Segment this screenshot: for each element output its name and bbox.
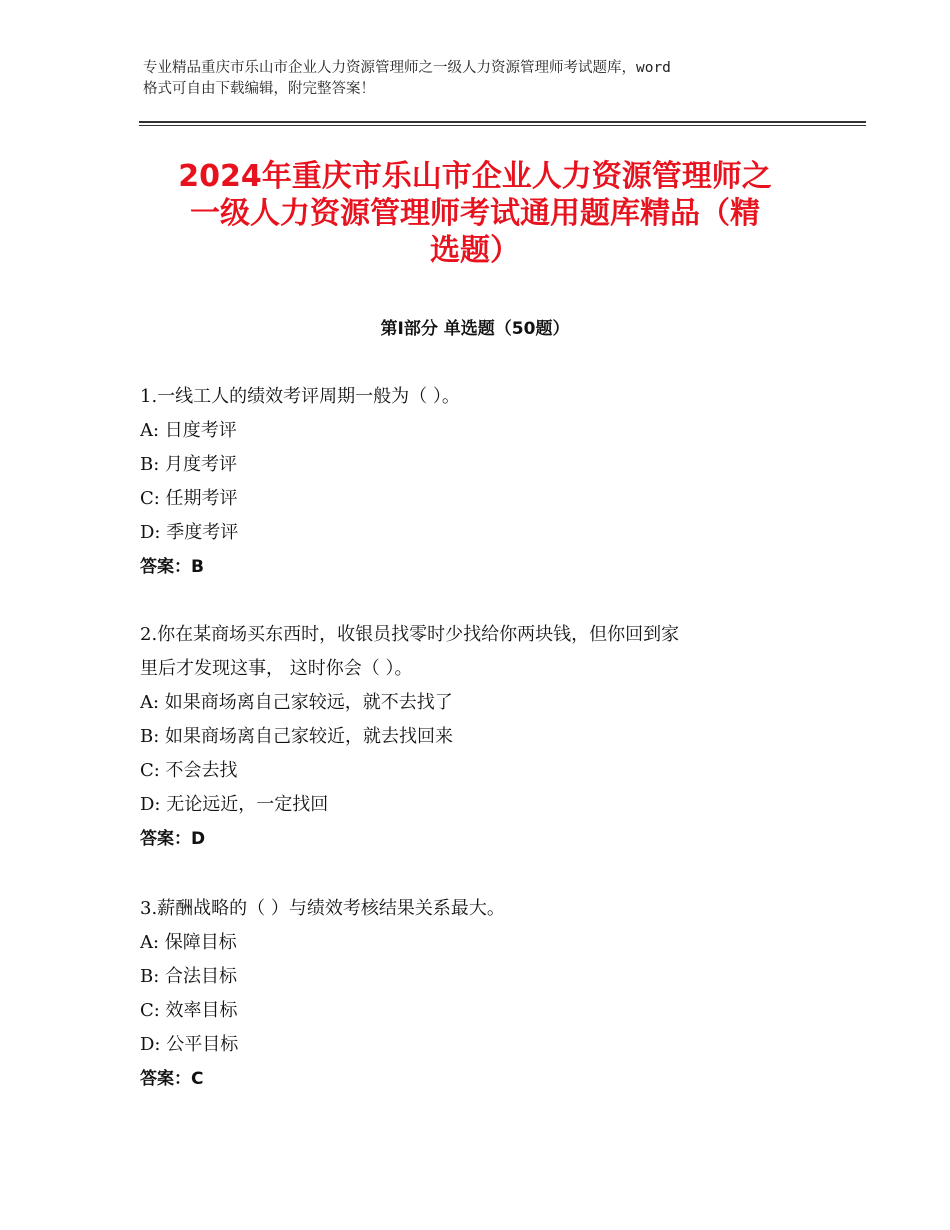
header-note (143, 58, 833, 100)
option-d: D: 无论远近，一定找回 (140, 794, 329, 815)
question-stem: 3.薪酬战略的（ ）与绩效考核结果关系最大。 (140, 898, 505, 919)
option-d: D: 季度考评 (140, 522, 239, 543)
question-stem: 1.一线工人的绩效考评周期一般为（ ）。 (140, 386, 460, 407)
option-b: B: 如果商场离自己家较近，就去找回来 (140, 726, 454, 747)
option-a: A: 如果商场离自己家较远，就不去找了 (140, 692, 453, 713)
header-divider-thin (139, 125, 866, 126)
question-stem: 2.你在某商场买东西时，收银员找零时少找给你两块钱，但你回到家 (140, 624, 680, 645)
document-title (120, 158, 830, 269)
answer-label: 答案：C (140, 1069, 204, 1089)
option-a: A: 日度考评 (140, 420, 237, 441)
option-b: B: 月度考评 (140, 454, 238, 475)
option-c: C: 效率目标 (140, 1000, 238, 1021)
title-line: 选题） (430, 233, 520, 268)
option-b: B: 合法目标 (140, 966, 238, 987)
answer-label: 答案：D (140, 829, 206, 849)
option-c: C: 任期考评 (140, 488, 238, 509)
header-note-line: 格式可自由下载编辑，附完整答案！ (143, 81, 375, 97)
question-1 (140, 380, 820, 584)
question-3 (140, 892, 820, 1096)
header-note-line: 专业精品重庆市乐山市企业人力资源管理师之一级人力资源管理师考试题库，word (143, 60, 671, 76)
title-line: 一级人力资源管理师考试通用题库精品（精 (190, 196, 760, 231)
option-c: C: 不会去找 (140, 760, 238, 781)
question-2 (140, 618, 820, 856)
option-d: D: 公平目标 (140, 1034, 239, 1055)
section-heading: 第Ⅰ部分 单选题（50题） (380, 319, 570, 339)
question-stem-continued: 里后才发现这事， 这时你会（ ）。 (140, 658, 413, 679)
answer-label: 答案：B (140, 557, 204, 577)
option-a: A: 保障目标 (140, 932, 237, 953)
header-divider (139, 121, 866, 123)
title-line: 2024年重庆市乐山市企业人力资源管理师之 (178, 159, 772, 194)
